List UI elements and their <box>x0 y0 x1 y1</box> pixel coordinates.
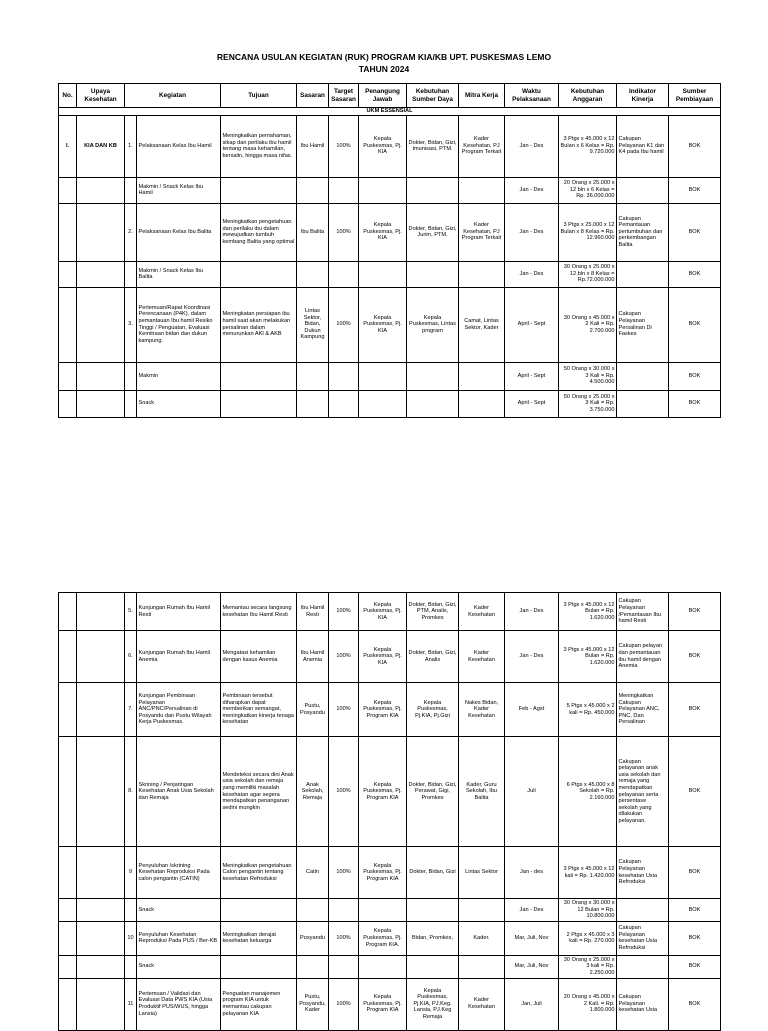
cell-kebutuhan-sumber-daya <box>407 955 459 978</box>
cell-kebutuhan-sumber-daya: Kepala Puskesmas, Lintas program <box>407 287 459 362</box>
cell-no <box>59 847 77 899</box>
cell-tujuan: Memantau secara langsung kesehatan Ibu Hamil Resti <box>221 593 297 631</box>
cell-sasaran: Ibu Hamil <box>297 115 329 177</box>
cell-tujuan <box>221 261 297 287</box>
cell-indikator <box>617 899 669 922</box>
cell-sumber: BOK <box>669 261 721 287</box>
cell-target <box>329 955 359 978</box>
cell-penanggung-jawab <box>359 955 407 978</box>
cell-penanggung-jawab: Kepala Puskesmas, Pj. Program KIA <box>359 683 407 737</box>
cell-target: 100% <box>329 683 359 737</box>
cell-target: 100% <box>329 203 359 261</box>
document-year: TAHUN 2024 <box>358 64 410 74</box>
cell-waktu: Jan - Des <box>505 115 559 177</box>
cell-number: 1. <box>125 115 137 177</box>
cell-number <box>125 390 137 417</box>
table-row <box>59 847 721 899</box>
cell-target: 100% <box>329 287 359 362</box>
cell-anggaran: 3 Ptgs x 45.000 x 12 Bulan = Rp. 1.620.000 <box>559 593 617 631</box>
table-row <box>59 115 721 177</box>
cell-sasaran: Pustu, Posyandu, Kader <box>297 978 329 1030</box>
cell-sasaran: Posyandu <box>297 921 329 955</box>
cell-tujuan: Meningkatan persiapan ibu hamil saat akan melakukan persalinan dalam menurunkan AKI & AKB <box>221 287 297 362</box>
cell-upaya <box>77 683 125 737</box>
table-row <box>59 737 721 847</box>
cell-indikator <box>617 177 669 203</box>
cell-sumber: BOK <box>669 177 721 203</box>
cell-sumber: BOK <box>669 593 721 631</box>
cell-anggaran: 20 Orang x 45.000 x 2 Kali. = Rp. 1.800.000 <box>559 978 617 1030</box>
cell-upaya <box>77 737 125 847</box>
cell-mitra: Kader Kesehatan <box>459 593 505 631</box>
cell-target <box>329 261 359 287</box>
header-sumber-pembiayaan: Sumber Pembiayaan <box>669 84 721 108</box>
cell-waktu: April - Sept <box>505 362 559 390</box>
cell-target <box>329 899 359 922</box>
cell-kegiatan: Snack <box>137 390 221 417</box>
cell-sumber: BOK <box>669 390 721 417</box>
cell-tujuan: Mengatasi kehamilan dengan kasus Anemia <box>221 631 297 683</box>
cell-waktu: Mar, Juli, Nov <box>505 955 559 978</box>
cell-kebutuhan-sumber-daya <box>407 899 459 922</box>
cell-sumber: BOK <box>669 203 721 261</box>
cell-no <box>59 921 77 955</box>
cell-penanggung-jawab: Kepala Puskesmas, Pj. Program KIA. <box>359 921 407 955</box>
cell-upaya <box>77 287 125 362</box>
cell-anggaran: 5 Ptgs x 45.000 x 2 kali = Rp. 450.000 <box>559 683 617 737</box>
cell-penanggung-jawab: Kepala Puskesmas, Pj. KIA <box>359 203 407 261</box>
cell-indikator <box>617 261 669 287</box>
cell-upaya <box>77 631 125 683</box>
cell-number: 11 <box>125 978 137 1030</box>
cell-kebutuhan-sumber-daya <box>407 177 459 203</box>
cell-tujuan: Meningkatkan derajat kesehatan keluarga <box>221 921 297 955</box>
header-kebutuhan-anggaran: Kebutuhan Anggaran <box>559 84 617 108</box>
cell-target <box>329 362 359 390</box>
cell-kegiatan: Penyuluhan /skrining Kesehatan Reproduksi Pada calon pengantin (CATIN) <box>137 847 221 899</box>
cell-indikator: Cakupan Pelayanan /Pemantauan Ibu hamil Resti <box>617 593 669 631</box>
cell-indikator <box>617 955 669 978</box>
cell-sumber: BOK <box>669 955 721 978</box>
cell-mitra: Kader Kesehatan <box>459 631 505 683</box>
cell-kebutuhan-sumber-daya: Dokter, Bidan, Gizi, Imunisasi, PTM. <box>407 115 459 177</box>
cell-tujuan <box>221 362 297 390</box>
cell-tujuan <box>221 177 297 203</box>
cell-number: 3. <box>125 287 137 362</box>
cell-tujuan: Penguatan manajemen program KIA untuk memantau cakupan pelayanan KIA <box>221 978 297 1030</box>
cell-mitra <box>459 261 505 287</box>
cell-number: 6. <box>125 631 137 683</box>
cell-number: 2. <box>125 203 137 261</box>
cell-tujuan: Meningkatkan pemahaman, sikap dan perilaku ibu hamil tentang masa kehamilan, bersalin, hingga masa nifas. <box>221 115 297 177</box>
table-row <box>59 593 721 631</box>
cell-anggaran: 30 Orang x 45.000 x 2 Kali = Rp. 2.700.000 <box>559 287 617 362</box>
cell-upaya <box>77 362 125 390</box>
cell-penanggung-jawab: Kepala Puskesmas, Pj. KIA <box>359 631 407 683</box>
cell-kegiatan: Pelaksanaan Kelas Ibu Hamil <box>137 115 221 177</box>
cell-sasaran: Lintas Sektor, Bidan, Dukun Kampung <box>297 287 329 362</box>
cell-waktu: Feb - Agst <box>505 683 559 737</box>
cell-number <box>125 177 137 203</box>
table-row <box>59 261 721 287</box>
cell-no <box>59 899 77 922</box>
cell-kegiatan: Makmin / Snack Kelas Ibu Balita <box>137 261 221 287</box>
cell-anggaran: 2 Ptgs x 45.000 x 3 kali = Rp. 270.000 <box>559 921 617 955</box>
cell-waktu: Jan - des <box>505 847 559 899</box>
cell-waktu: Jan - Des <box>505 177 559 203</box>
cell-upaya <box>77 177 125 203</box>
cell-indikator: Cakupan Pelayanan K1 dan K4 pada Ibu hamil <box>617 115 669 177</box>
cell-penanggung-jawab: Kepala Puskesmas, Pj. Program KIA <box>359 847 407 899</box>
cell-penanggung-jawab <box>359 177 407 203</box>
cell-anggaran: 20 Orang x 25.000 x 12 bln x 6 Kelas = Rp. 36.000.000 <box>559 177 617 203</box>
cell-indikator: Meningkatkan Cakupan Pelayanan ANC, PNC, Dan Persalinan <box>617 683 669 737</box>
cell-target: 100% <box>329 631 359 683</box>
cell-no <box>59 737 77 847</box>
cell-sumber: BOK <box>669 362 721 390</box>
cell-waktu: April - Sept <box>505 287 559 362</box>
cell-kebutuhan-sumber-daya <box>407 261 459 287</box>
cell-mitra: Kader Kesehatan, PJ Program Terkait <box>459 203 505 261</box>
cell-number <box>125 899 137 922</box>
cell-target: 100% <box>329 115 359 177</box>
cell-target <box>329 390 359 417</box>
cell-target: 100% <box>329 737 359 847</box>
cell-anggaran: 30 Orang x 25.000 x 3 kali = Rp. 2.250.000 <box>559 955 617 978</box>
cell-kegiatan: Makmin <box>137 362 221 390</box>
cell-kebutuhan-sumber-daya: Dokter, Bidan, Gizi, Perawat, Gigi, Promkes <box>407 737 459 847</box>
header-sasaran: Sasaran <box>297 84 329 108</box>
cell-kegiatan: Kunjungan Rumah Ibu Hamil Resti <box>137 593 221 631</box>
cell-sasaran: Ibu Balita <box>297 203 329 261</box>
cell-upaya <box>77 261 125 287</box>
table-row <box>59 631 721 683</box>
cell-no <box>59 390 77 417</box>
cell-waktu: Jan - Des <box>505 261 559 287</box>
cell-sasaran <box>297 261 329 287</box>
cell-waktu: Jan - Des <box>505 899 559 922</box>
cell-kegiatan: Kunjungan Pembinaan Pelayanan ANC/PNC/Persalinan di Posyandu dan Pustu Wilayah Kerja Puskesmas. <box>137 683 221 737</box>
cell-no <box>59 593 77 631</box>
cell-waktu: Juli <box>505 737 559 847</box>
cell-anggaran: 3 Ptgs x 45.000 x 12 kali = Rp. 1.420.000 <box>559 847 617 899</box>
cell-tujuan <box>221 955 297 978</box>
cell-mitra: Camat, Lintas Sektor, Kader <box>459 287 505 362</box>
cell-indikator: Cakupan Pelayanan Persalinan Di Faskes <box>617 287 669 362</box>
cell-no: I. <box>59 115 77 177</box>
cell-waktu: Jan - Des <box>505 203 559 261</box>
cell-kegiatan: Snack <box>137 899 221 922</box>
cell-penanggung-jawab: Kepala Puskesmas, Pj. Program KIA <box>359 978 407 1030</box>
section-row <box>59 108 721 116</box>
cell-sasaran: Ibu Hamil Anemia <box>297 631 329 683</box>
cell-no <box>59 177 77 203</box>
cell-tujuan: Mendeteksi secara dini Anak usia sekolah dan remaja yang memiliki masalah kesehatan agar segera mendapatkan penanganan sedini mungkin <box>221 737 297 847</box>
section-label: UKM ESSENSIAL <box>59 108 721 116</box>
cell-penanggung-jawab <box>359 362 407 390</box>
cell-mitra <box>459 362 505 390</box>
cell-mitra: Kader, Guru Sekolah, Ibu Balita <box>459 737 505 847</box>
cell-tujuan <box>221 899 297 922</box>
cell-mitra: Kader Kesehatan <box>459 978 505 1030</box>
cell-upaya <box>77 203 125 261</box>
cell-kebutuhan-sumber-daya: Dokter, Bidan, Gizi, Jurim, PTM. <box>407 203 459 261</box>
cell-indikator: Cakupan pelayanan anak usia sekolah dan remaja yang mendapatkan pelayanan serta persentase sekolah yang dilakukan pelayanan. <box>617 737 669 847</box>
cell-penanggung-jawab <box>359 261 407 287</box>
cell-tujuan: Pembinaan tersebut diharapkan dapat memberikan semangat, meningkatkan kinerja tenaga kesehatan <box>221 683 297 737</box>
cell-target: 100% <box>329 978 359 1030</box>
header-kebutuhan-sumber-daya: Kebutuhan Sumber Daya <box>407 84 459 108</box>
cell-indikator: Cakupan Pelayanan kesehatan Usia Refroduksi <box>617 847 669 899</box>
cell-number: 9 <box>125 847 137 899</box>
cell-waktu: Mar, Juli, Nov <box>505 921 559 955</box>
document-title: RENCANA USULAN KEGIATAN (RUK) PROGRAM KIA/KB UPT. PUSKESMAS LEMO <box>216 52 552 62</box>
cell-no <box>59 978 77 1030</box>
cell-anggaran: 50 Orang x 25.000 x 3 Kali = Rp. 3.750.000 <box>559 390 617 417</box>
cell-no <box>59 683 77 737</box>
cell-number: 5. <box>125 593 137 631</box>
table-row <box>59 390 721 417</box>
cell-sumber: BOK <box>669 115 721 177</box>
cell-no <box>59 203 77 261</box>
cell-indikator: Cakupan Pelayanan kesehatan Usia Refroduksi <box>617 921 669 955</box>
cell-sasaran: Anak Sekolah, Remaja <box>297 737 329 847</box>
table-header-row <box>59 84 721 108</box>
cell-anggaran: 3 Ptgs x 25.000 x 12 Bulan x 8 Kelas = Rp. 12.960.000 <box>559 203 617 261</box>
header-no: No. <box>59 84 77 108</box>
cell-indikator: Cakupan pelayan dan pemantauan ibu hamil dengan Anemia <box>617 631 669 683</box>
cell-kegiatan: Skrining / Penjaringan Kesehatan Anak Usia Sekolah dan Remaja <box>137 737 221 847</box>
table-row <box>59 955 721 978</box>
table-row <box>59 899 721 922</box>
cell-sumber: BOK <box>669 921 721 955</box>
table-row <box>59 287 721 362</box>
cell-anggaran: 30 Orang x 30.000 x 12 Bulan = Rp. 10.800.000 <box>559 899 617 922</box>
cell-number: 10 <box>125 921 137 955</box>
cell-kebutuhan-sumber-daya: Dokter, Bidan, Gizi <box>407 847 459 899</box>
header-upaya-kesehatan: Upaya Kesehatan <box>77 84 125 108</box>
cell-sumber: BOK <box>669 287 721 362</box>
cell-penanggung-jawab: Kepala Puskesmas, Pj. KIA <box>359 593 407 631</box>
cell-anggaran: 30 Orang x 25.000 x 12 bln x 8 Kelas = Rp.72.000.000 <box>559 261 617 287</box>
cell-kegiatan: Snack <box>137 955 221 978</box>
cell-sasaran: Catin <box>297 847 329 899</box>
cell-anggaran: 50 Orang x 30.000 x 3 Kali = Rp. 4.500.000 <box>559 362 617 390</box>
cell-penanggung-jawab: Kepala Puskesmas, Pj. Program KIA <box>359 737 407 847</box>
header-target-sasaran: Target Sasaran <box>329 84 359 108</box>
header-kegiatan: Kegiatan <box>125 84 221 108</box>
cell-no <box>59 955 77 978</box>
cell-waktu: Jan - Des <box>505 631 559 683</box>
cell-indikator <box>617 362 669 390</box>
cell-upaya <box>77 955 125 978</box>
cell-tujuan: Meningkatkan pengetahuan Calon pengantin tentang kesehatan Refroduksi <box>221 847 297 899</box>
cell-target: 100% <box>329 847 359 899</box>
cell-penanggung-jawab: Kepala Puskesmas, Pj. KIA <box>359 287 407 362</box>
cell-no <box>59 287 77 362</box>
cell-upaya <box>77 847 125 899</box>
cell-kegiatan: Makmin / Snack Kelas Ibu Hamil <box>137 177 221 203</box>
cell-no <box>59 261 77 287</box>
cell-indikator: Cakupan Pemantauan pertumbuhan dan perkembangan Balita <box>617 203 669 261</box>
cell-upaya <box>77 921 125 955</box>
cell-mitra: Kader. <box>459 921 505 955</box>
table-row <box>59 921 721 955</box>
cell-penanggung-jawab: Kepala Puskesmas, Pj. KIA <box>359 115 407 177</box>
cell-waktu: April - Sept <box>505 390 559 417</box>
cell-kebutuhan-sumber-daya <box>407 390 459 417</box>
cell-kegiatan: Pertemuan / Validasi dan Evaluasi Data PWS KIA (Usia Produktif PUS/WUS, hingga Lansia) <box>137 978 221 1030</box>
cell-kebutuhan-sumber-daya: Kepala Puskesmas, Pj.KIA, Pj.Gizi <box>407 683 459 737</box>
cell-number <box>125 261 137 287</box>
cell-waktu: Jan - Des <box>505 593 559 631</box>
cell-indikator: Cakupan Pelayanan kesehatan Usia <box>617 978 669 1030</box>
cell-sasaran: Ibu Hamil Resti <box>297 593 329 631</box>
cell-target: 100% <box>329 921 359 955</box>
cell-kebutuhan-sumber-daya: Dokter, Bidan, Gizi, PTM, Analis, Promkes <box>407 593 459 631</box>
cell-sumber: BOK <box>669 899 721 922</box>
header-waktu-pelaksanaan: Waktu Pelaksanaan <box>505 84 559 108</box>
cell-no <box>59 631 77 683</box>
cell-sumber: BOK <box>669 847 721 899</box>
cell-mitra: Kader Kesehatan, PJ Program Terkait <box>459 115 505 177</box>
cell-target: 100% <box>329 593 359 631</box>
cell-sasaran <box>297 899 329 922</box>
cell-kebutuhan-sumber-daya: Dokter, Bidan, Gizi, Analis <box>407 631 459 683</box>
header-penanggung-jawab: Penangung Jawab <box>359 84 407 108</box>
cell-kegiatan: Kunjungan Rumah Ibu Hamil Anemia <box>137 631 221 683</box>
table-row <box>59 203 721 261</box>
cell-number <box>125 955 137 978</box>
table-row <box>59 683 721 737</box>
ruk-table-page-1 <box>58 83 721 418</box>
cell-anggaran: 3 Ptgs x 45.000 x 12 Bulan = Rp. 1.620.000 <box>559 631 617 683</box>
cell-tujuan: Meningkatkan pengetahuan dan perilaku ibu dalam mewujudkan tumbuh kembang Balita yang optimal <box>221 203 297 261</box>
cell-sasaran <box>297 177 329 203</box>
cell-sasaran <box>297 955 329 978</box>
cell-sumber: BOK <box>669 737 721 847</box>
table-row <box>59 362 721 390</box>
cell-mitra <box>459 390 505 417</box>
cell-sumber: BOK <box>669 683 721 737</box>
ruk-table-page-2 <box>58 592 721 1031</box>
cell-upaya <box>77 390 125 417</box>
cell-sumber: BOK <box>669 631 721 683</box>
cell-sasaran <box>297 362 329 390</box>
cell-mitra <box>459 955 505 978</box>
cell-kegiatan: Pelaksanaan Kelas Ibu Balita <box>137 203 221 261</box>
cell-sasaran <box>297 390 329 417</box>
header-tujuan: Tujuan <box>221 84 297 108</box>
cell-upaya: KIA DAN KB <box>77 115 125 177</box>
cell-kebutuhan-sumber-daya: Bidan, Promkes, <box>407 921 459 955</box>
cell-no <box>59 362 77 390</box>
cell-number <box>125 362 137 390</box>
cell-penanggung-jawab <box>359 390 407 417</box>
cell-indikator <box>617 390 669 417</box>
header-indikator-kinerja: Indikator Kinerja <box>617 84 669 108</box>
cell-mitra: Nakes Bidan, Kader Kesehatan <box>459 683 505 737</box>
cell-upaya <box>77 593 125 631</box>
cell-number: 7. <box>125 683 137 737</box>
cell-anggaran: 3 Ptgs x 45.000 x 12 Bulan x 6 Kelas = Rp. 9.720.000 <box>559 115 617 177</box>
cell-target <box>329 177 359 203</box>
cell-kebutuhan-sumber-daya <box>407 362 459 390</box>
table-row <box>59 177 721 203</box>
cell-kegiatan: Penyuluhan Kesehatan Reproduksi Pada PUS / Ber-KB <box>137 921 221 955</box>
cell-kebutuhan-sumber-daya: Kepala Puskesmas, Pj.KIA, PJ.Keg. Lansia, PJ.Keg Remaja <box>407 978 459 1030</box>
cell-number: 8. <box>125 737 137 847</box>
cell-upaya <box>77 899 125 922</box>
header-mitra-kerja: Mitra Kerja <box>459 84 505 108</box>
cell-sasaran: Pustu, Posyandu <box>297 683 329 737</box>
cell-sumber: BOK <box>669 978 721 1030</box>
cell-mitra <box>459 177 505 203</box>
cell-upaya <box>77 978 125 1030</box>
cell-penanggung-jawab <box>359 899 407 922</box>
cell-kegiatan: Pertemuan/Rapat Koordinasi Perencanaan (P4K), dalam pemantauan Ibu hamil Resiko Tinggi / Penguatan, Evaluasi Kemitraan bidan dan dukun kampung. <box>137 287 221 362</box>
cell-mitra: Lintas Sektor <box>459 847 505 899</box>
cell-tujuan <box>221 390 297 417</box>
cell-mitra <box>459 899 505 922</box>
cell-anggaran: 6 Ptgs x 45.000 x 8 Sekolah = Rp. 2.160.000 <box>559 737 617 847</box>
cell-waktu: Jan, Juli <box>505 978 559 1030</box>
table-row <box>59 978 721 1030</box>
